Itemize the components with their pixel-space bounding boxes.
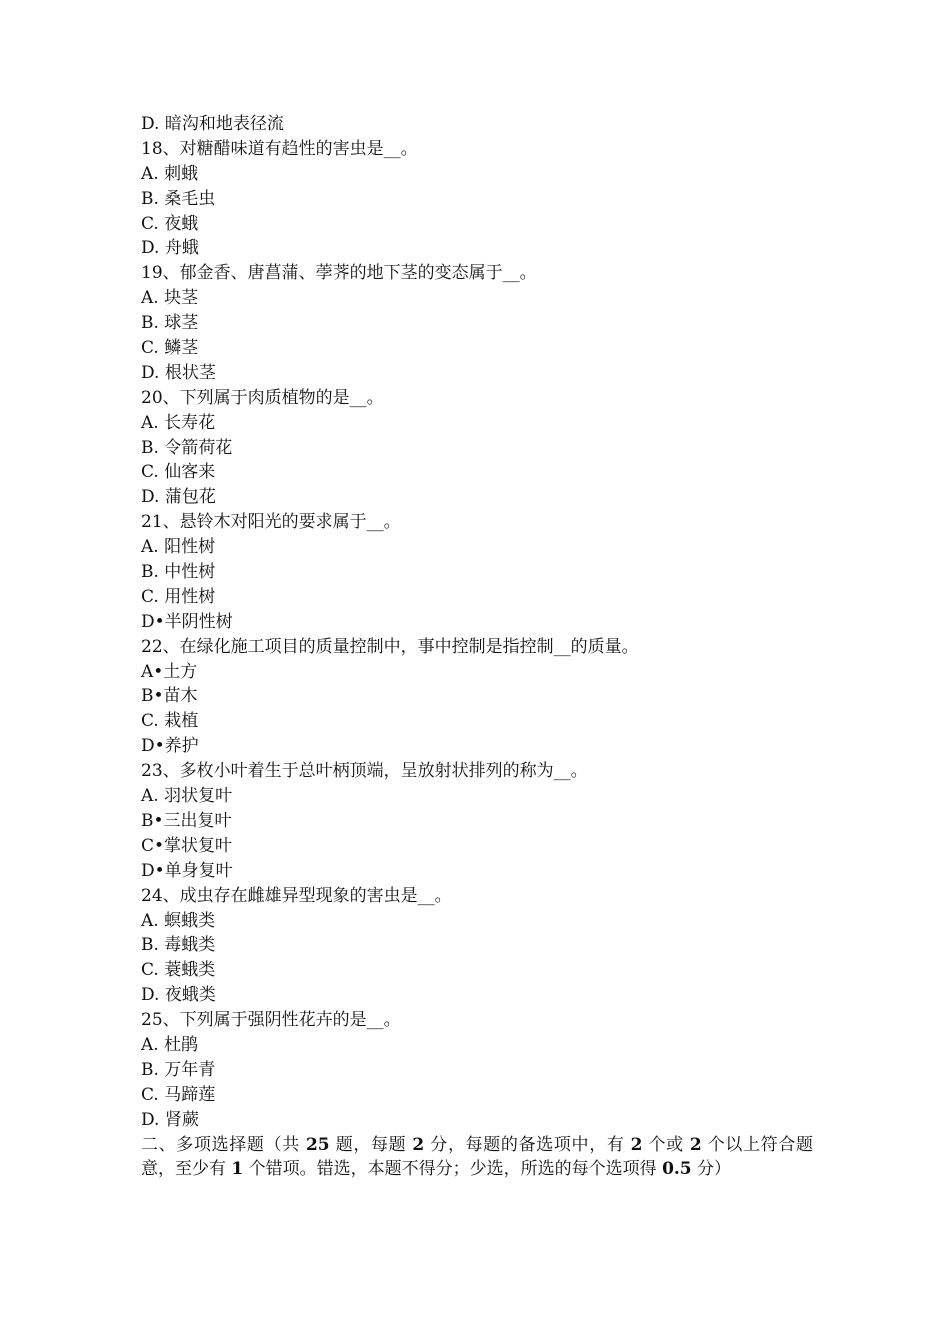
section-number: 25 [305,1134,330,1155]
option-line: C. 用性树 [141,586,216,607]
option-line: A. 螟蛾类 [141,910,216,931]
question-25: 25、下列属于强阴性花卉的是__。 [141,1010,401,1031]
option-line: A. 杜鹃 [141,1034,199,1055]
option-line: D•养护 [141,736,199,757]
section-number: 2 [689,1134,702,1155]
option-line: C•掌状复叶 [141,835,233,856]
option-line: A•土方 [141,661,198,682]
option-line: D. 根状茎 [141,362,216,383]
option-line: D. 夜蛾类 [141,985,216,1006]
section-number: 1 [231,1159,244,1180]
option-line: A. 阳性树 [141,537,216,558]
option-line: A. 羽状复叶 [141,786,233,807]
option-line: C. 马蹄莲 [141,1084,216,1105]
question-19: 19、郁金香、唐菖蒲、荸荠的地下茎的变态属于__。 [141,263,537,284]
question-18: 18、对糖醋味道有趋性的害虫是__。 [141,138,418,159]
option-line: B. 毒蛾类 [141,935,216,956]
option-line: D•单身复叶 [141,860,233,881]
question-20: 20、下列属于肉质植物的是__。 [141,387,384,408]
section-text: 个以上符合题意，至少有 [141,1134,814,1180]
question-21: 21、悬铃木对阳光的要求属于__。 [141,512,401,533]
question-23: 23、多枚小叶着生于总叶柄顶端，呈放射状排列的称为__。 [141,761,588,782]
question-list [141,112,813,1133]
section-number: 2 [412,1134,425,1155]
section-text: 分，每题的备选项中，有 [424,1134,631,1155]
section-text: 分） [691,1159,732,1180]
option-line: D. 舟蛾 [141,238,199,259]
option-line: D. 蒲包花 [141,487,216,508]
section-text: 个或 [642,1134,690,1155]
section-text: 题，每题 [329,1134,413,1155]
section-text: 个错项。错选，本题不得分；少选，所选的每个选项得 [243,1159,663,1180]
question-22: 22、在绿化施工项目的质量控制中，事中控制是指控制__的质量。 [141,636,639,657]
option-line: B. 球茎 [141,313,199,334]
text-line: D. 暗沟和地表径流 [141,114,284,134]
option-line: C. 夜蛾 [141,213,199,234]
option-line: C. 蓑蛾类 [141,960,216,981]
option-line: C. 栽植 [141,711,199,732]
section-heading-multiple-choice [141,1133,813,1183]
option-line: A. 块茎 [141,288,199,309]
option-line: B. 中性树 [141,562,216,583]
document-page [141,112,813,1182]
option-line: A. 刺蛾 [141,163,199,184]
question-24: 24、成虫存在雌雄异型现象的害虫是__。 [141,885,452,906]
option-line: B. 桑毛虫 [141,188,216,209]
option-line: D. 肾蕨 [141,1109,199,1130]
option-line: C. 鳞茎 [141,338,199,359]
option-line: B•苗木 [141,686,198,707]
option-line: B. 令箭荷花 [141,437,233,458]
option-line: B. 万年青 [141,1059,216,1080]
option-line: A. 长寿花 [141,412,216,433]
section-text: 二、多项选择题（共 [141,1134,306,1155]
section-number: 0.5 [662,1159,692,1180]
option-line: B•三出复叶 [141,810,232,831]
option-line: C. 仙客来 [141,462,216,483]
section-number: 2 [630,1134,643,1155]
option-line: D•半阴性树 [141,611,233,632]
